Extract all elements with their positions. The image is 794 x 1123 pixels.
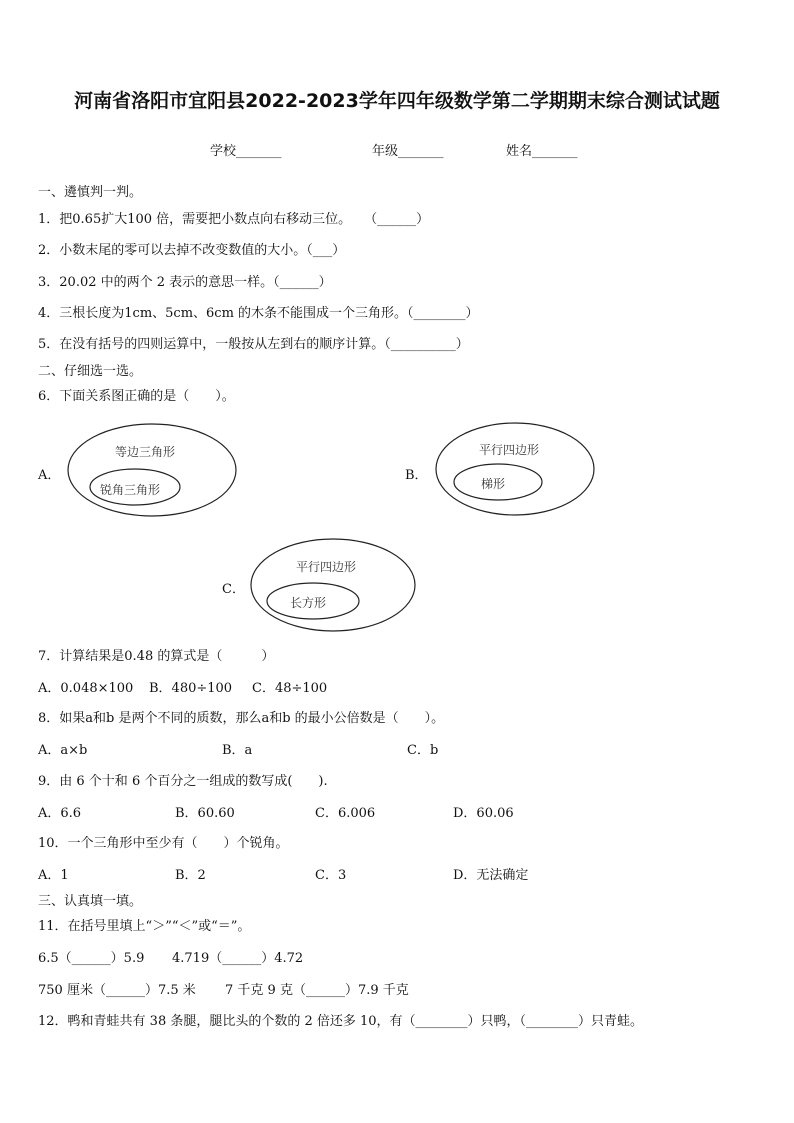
q7-option-b: B．480÷100 (149, 681, 233, 696)
venn-diagram-a (60, 420, 250, 520)
grade-field: 年级_______ (372, 144, 444, 159)
option-c-label: C． (222, 582, 245, 597)
q7-option-c: C．48÷100 (252, 681, 328, 696)
q8-option-c: C．b (407, 743, 439, 758)
venn-b-inner-label: 梯形 (481, 477, 506, 491)
question-3: 3．20.02 中的两个 2 表示的意思一样。（______） (38, 275, 332, 290)
question-12: 12．鸭和青蛙共有 38 条腿，腿比头的个数的 2 倍还多 10，有（________）只鸭，（________）只青蛙。 (38, 1014, 644, 1029)
q11-comparison-3: 750 厘米（______）7.5 米 (38, 983, 196, 998)
q9-option-d: D．60.06 (453, 806, 514, 821)
q9-option-c: C．6.006 (315, 806, 376, 821)
q8-option-b: B．a (222, 743, 253, 758)
page-title: 河南省洛阳市宜阳县2022-2023学年四年级数学第二学期期末综合测试试题 (74, 90, 720, 112)
section-heading-1: 一、遴慎判一判。 (38, 185, 143, 200)
question-4: 4．三根长度为1cm、5cm、6cm 的木条不能围成一个三角形。（________） (38, 306, 479, 321)
question-6: 6．下面关系图正确的是（ ）。 (38, 389, 235, 404)
question-10: 10．一个三角形中至少有（ ）个锐角。 (38, 836, 289, 851)
question-1: 1．把0.65扩大100 倍，需要把小数点向右移动三位。 （______） (38, 212, 430, 227)
question-11: 11．在括号里填上“＞”“＜”或“＝”。 (38, 919, 251, 934)
question-7: 7．计算结果是0.48 的算式是（ ） (38, 649, 275, 664)
venn-c-inner-label: 长方形 (290, 596, 327, 610)
question-8: 8．如果a和b 是两个不同的质数，那么a和b 的最小公倍数是（ ）。 (38, 711, 445, 726)
venn-c-outer-label: 平行四边形 (296, 560, 357, 574)
q11-comparison-2: 4.719（______）4.72 (172, 951, 304, 966)
q10-option-c: C．3 (315, 868, 347, 883)
q9-option-a: A．6.6 (38, 806, 82, 821)
option-a-label: A． (38, 468, 61, 483)
q11-comparison-1: 6.5（______）5.9 (38, 951, 145, 966)
venn-a-inner-label: 锐角三角形 (100, 483, 161, 497)
name-field: 姓名_______ (506, 144, 578, 159)
option-b-label: B． (405, 468, 428, 483)
venn-a-outer-label: 等边三角形 (115, 445, 176, 459)
question-9: 9．由 6 个十和 6 个百分之一组成的数写成( ). (38, 774, 328, 789)
section-heading-3: 三、认真填一填。 (38, 894, 143, 909)
venn-diagram-c (246, 535, 421, 635)
q10-option-a: A．1 (38, 868, 69, 883)
section-heading-2: 二、仔细选一选。 (38, 364, 143, 379)
q10-option-b: B．2 (175, 868, 206, 883)
question-2: 2．小数末尾的零可以去掉不改变数值的大小。（___） (38, 243, 346, 258)
q10-option-d: D．无法确定 (453, 868, 529, 883)
q7-option-a: A．0.048×100 (38, 681, 134, 696)
question-5: 5．在没有括号的四则运算中，一般按从左到右的顺序计算。（__________） (38, 337, 469, 352)
venn-diagram-b (428, 418, 603, 518)
q8-option-a: A．a×b (38, 743, 88, 758)
q11-comparison-4: 7 千克 9 克（______）7.9 千克 (225, 983, 409, 998)
venn-b-outer-label: 平行四边形 (479, 443, 540, 457)
school-field: 学校_______ (210, 144, 282, 159)
q9-option-b: B．60.60 (175, 806, 235, 821)
